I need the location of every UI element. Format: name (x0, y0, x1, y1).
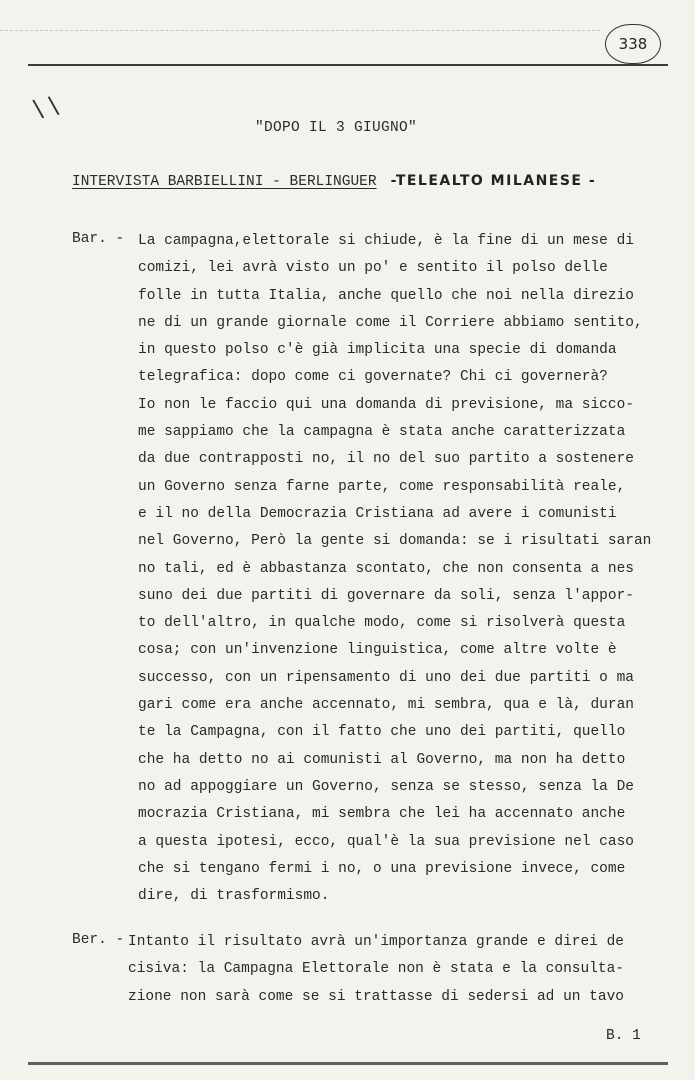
text-line: un Governo senza farne parte, come responsabilità reale, (138, 478, 626, 495)
archive-stamp-number: 338 (618, 35, 648, 53)
text-line: a questa ipotesi, ecco, qual'è la sua previsione nel caso (138, 833, 634, 850)
text-line: gari come era anche accennato, mi sembra, qua e là, duran (138, 697, 634, 714)
document-subtitle (72, 173, 596, 190)
text-line: Intanto il risultato avrà un'importanza grande e direi de (128, 934, 624, 950)
text-line: in questo polso c'è già implicita una specie di domanda (138, 342, 617, 359)
ber-paragraph (128, 932, 624, 1014)
text-line: dire, di trasformismo. (138, 888, 330, 905)
speaker-label-bar: Bar. - (72, 231, 125, 247)
text-line: Io non le faccio qui una domanda di previsione, ma sicco- (138, 396, 634, 413)
text-line: zione non sarà come se si trattasse di sedersi ad un tavo (128, 988, 624, 1005)
page-number: B. 1 (606, 1028, 641, 1044)
text-line: nel Governo, Però la gente si domanda: se i risultati saran (138, 533, 652, 550)
margin-handwritten-mark: \ \ (31, 90, 61, 124)
text-line: e il no della Democrazia Cristiana ad avere i comunisti (138, 505, 617, 522)
text-line: cisiva: la Campagna Elettorale non è stata e la consulta- (128, 961, 624, 978)
text-line: me sappiamo che la campagna è stata anche caratterizzata (138, 424, 626, 441)
text-line: cosa; con un'invenzione linguistica, come altre volte è (138, 642, 617, 659)
header-rule (28, 64, 668, 66)
text-line: folle in tutta Italia, anche quello che noi nella direzio (138, 287, 634, 304)
subtitle-handwritten: -TELEALTO MILANESE - (390, 173, 597, 189)
text-line: La campagna,elettorale si chiude, è la fine di un mese di (138, 233, 634, 249)
text-line: te la Campagna, con il fatto che uno dei partiti, quello (138, 724, 626, 741)
text-line: no tali, ed è abbastanza scontato, che non consenta a nes (138, 560, 634, 577)
text-line: ne di un grande giornale come il Corriere abbiamo sentito, (138, 314, 643, 331)
footer-rule (28, 1062, 668, 1065)
speaker-label-ber: Ber. - (72, 932, 125, 948)
text-line: da due contrapposti no, il no del suo partito a sostenere (138, 451, 634, 468)
document-title: "DOPO IL 3 GIUGNO" (255, 120, 418, 136)
text-line: to dell'altro, in qualche modo, come si risolverà questa (138, 615, 626, 632)
archive-stamp (605, 24, 661, 64)
subtitle-typed: INTERVISTA BARBIELLINI - BERLINGUER (72, 174, 377, 190)
text-line: successo, con un ripensamento di uno dei due partiti o ma (138, 669, 634, 686)
text-line: suno dei due partiti di governare da soli, senza l'appor- (138, 587, 634, 604)
text-line: no ad appoggiare un Governo, senza se stesso, senza la De (138, 778, 634, 795)
text-line: telegrafica: dopo come ci governate? Chi ci governerà? (138, 369, 608, 386)
scan-smudge (0, 30, 600, 45)
text-line: che ha detto no ai comunisti al Governo, ma non ha detto (138, 751, 626, 768)
text-line: mocrazia Cristiana, mi sembra che lei ha accennato anche (138, 806, 626, 823)
text-line: che si tengano fermi i no, o una previsione invece, come (138, 860, 626, 877)
text-line: comizi, lei avrà visto un po' e sentito il polso delle (138, 260, 608, 277)
bar-paragraph (138, 231, 651, 913)
